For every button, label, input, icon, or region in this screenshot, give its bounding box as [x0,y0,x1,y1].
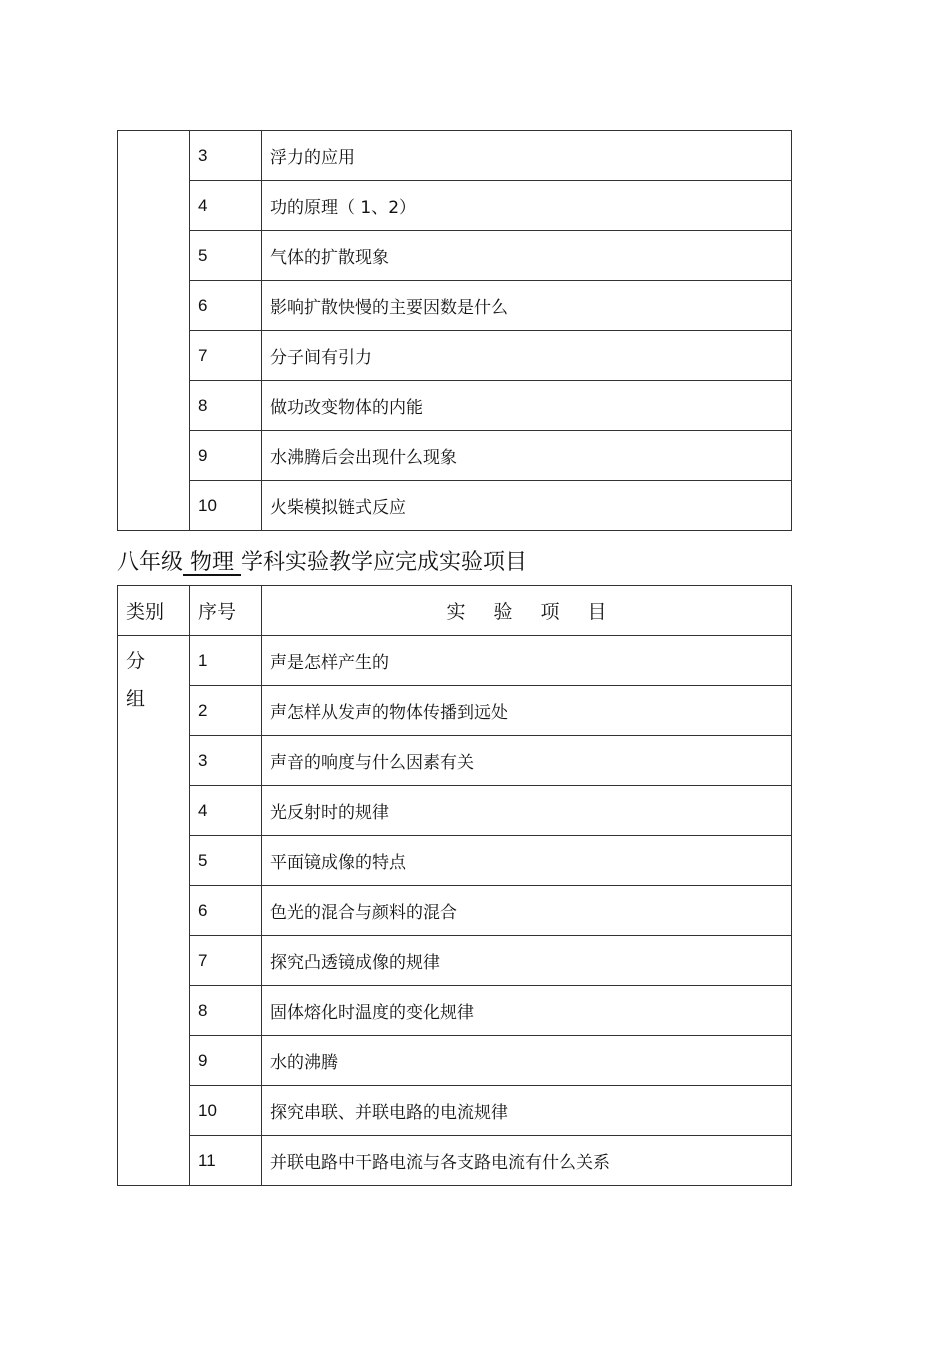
experiment-item: 光反射时的规律 [262,786,792,836]
table-row [118,686,792,736]
experiment-item: 并联电路中干路电流与各支路电流有什么关系 [262,1136,792,1186]
row-number: 10 [190,481,262,531]
category-cell [118,131,190,531]
row-number: 3 [190,736,262,786]
section-heading [117,545,527,576]
table-row [118,986,792,1036]
row-number: 4 [190,181,262,231]
table-row [118,1086,792,1136]
experiment-table-continued [117,130,792,531]
experiment-item: 色光的混合与颜料的混合 [262,886,792,936]
table-header-row [118,586,792,636]
table-row [118,636,792,686]
row-number: 8 [190,381,262,431]
header-category: 类别 [118,586,190,636]
table-row [118,1036,792,1086]
row-number: 3 [190,131,262,181]
experiment-item: 影响扩散快慢的主要因数是什么 [262,281,792,331]
row-number: 5 [190,231,262,281]
table-row [118,331,792,381]
row-number: 2 [190,686,262,736]
experiment-item: 气体的扩散现象 [262,231,792,281]
experiment-item: 分子间有引力 [262,331,792,381]
category-cell [118,636,190,1186]
row-number: 7 [190,936,262,986]
experiment-item: 声怎样从发声的物体传播到远处 [262,686,792,736]
table-row [118,131,792,181]
row-number: 10 [190,1086,262,1136]
experiment-item: 火柴模拟链式反应 [262,481,792,531]
row-number: 5 [190,836,262,886]
table-row [118,431,792,481]
table-row [118,181,792,231]
table-row [118,786,792,836]
table-row [118,481,792,531]
experiment-item: 探究串联、并联电路的电流规律 [262,1086,792,1136]
experiment-item: 声音的响度与什么因素有关 [262,736,792,786]
row-number: 4 [190,786,262,836]
heading-title: 学科实验教学应完成实验项目 [241,550,528,575]
experiment-item: 浮力的应用 [262,131,792,181]
category-line: 分 [126,650,146,672]
experiment-item: 固体熔化时温度的变化规律 [262,986,792,1036]
heading-grade: 八年级 [117,550,184,575]
experiment-item: 声是怎样产生的 [262,636,792,686]
experiment-item: 做功改变物体的内能 [262,381,792,431]
row-number: 9 [190,431,262,481]
row-number: 7 [190,331,262,381]
table-row [118,886,792,936]
row-number: 9 [190,1036,262,1086]
table-row [118,836,792,886]
row-number: 11 [190,1136,262,1186]
row-number: 1 [190,636,262,686]
header-project: 实验项目 [262,586,792,636]
header-number: 序号 [190,586,262,636]
experiment-item: 功的原理（ 1、2） [262,181,792,231]
experiment-item: 探究凸透镜成像的规律 [262,936,792,986]
experiment-table [117,585,792,1186]
category-line: 组 [126,688,146,710]
experiment-item: 平面镜成像的特点 [262,836,792,886]
table-row [118,736,792,786]
table-row [118,936,792,986]
table-row [118,231,792,281]
experiment-item: 水的沸腾 [262,1036,792,1086]
table-row [118,281,792,331]
heading-subject: 物理 [183,550,242,575]
row-number: 6 [190,886,262,936]
experiment-item: 水沸腾后会出现什么现象 [262,431,792,481]
table-row [118,1136,792,1186]
row-number: 8 [190,986,262,1036]
row-number: 6 [190,281,262,331]
table-row [118,381,792,431]
